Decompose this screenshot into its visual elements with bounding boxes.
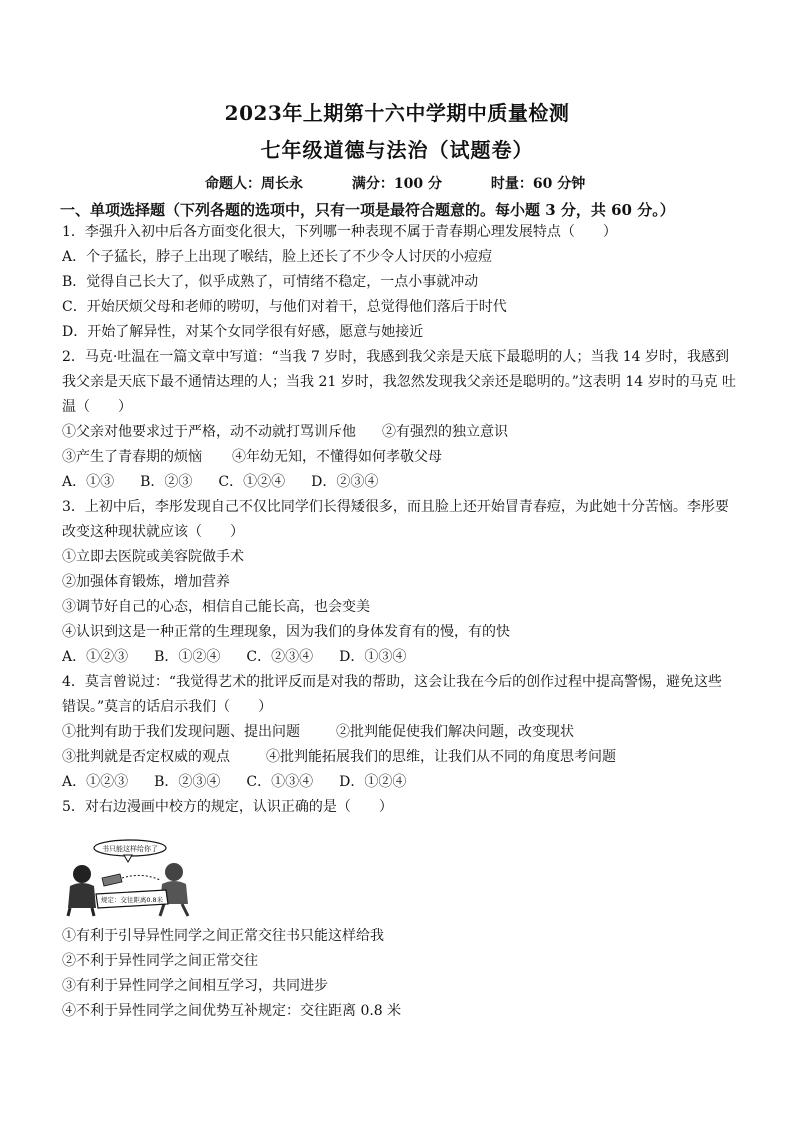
q1-option-a: A．个子猛长，脖子上出现了喉结，脸上还长了不少令人讨厌的小痘痘	[62, 249, 493, 265]
cartoon-book	[102, 874, 122, 886]
q2-statement-4: ④年幼无知，不懂得如何孝敬父母	[232, 449, 442, 465]
exam-subtitle: 七年级道德与法治（试题卷）	[260, 138, 534, 162]
q3-stem-line2: 改变这种现状就应该（ ）	[62, 524, 244, 540]
q2-statement-3: ③产生了青春期的烦恼	[62, 449, 202, 465]
cartoon-boy-legs	[160, 904, 188, 916]
q2-option-d: D．②③④	[311, 474, 379, 490]
q2-option-c: C．①②④	[218, 474, 286, 490]
q5-statement-1: ①有利于引导异性同学之间正常交往书只能这样给我	[62, 928, 384, 944]
cartoon-girl-head	[73, 865, 91, 883]
q2-stem-line2: 我父亲是天底下最不通情达理的人；当我 21 岁时，我忽然发现我父亲还是聪明的。”这表明 14 岁时的马克 吐	[62, 374, 737, 390]
q3-statement-4: ④认识到这是一种正常的生理现象，因为我们的身体发育有的慢，有的快	[62, 624, 510, 640]
q4-option-d: D．①②④	[339, 774, 407, 790]
q1-stem: 1．李强升入初中后各方面变化很大，下列哪一种表现不属于青春期心理发展特点（ ）	[62, 224, 617, 240]
q2-option-b: B．②③	[140, 474, 193, 490]
q3-statement-3: ③调节好自己的心态，相信自己能长高，也会变美	[62, 599, 370, 615]
q5-statement-2: ②不利于异性同学之间正常交往	[62, 953, 258, 969]
q4-statements-row1	[62, 722, 574, 742]
cartoon-girl-body	[68, 883, 96, 908]
q4-statement-4: ④批判能拓展我们的思维，让我们从不同的角度思考问题	[266, 749, 616, 765]
q3-option-d: D．①③④	[339, 649, 407, 665]
q3-stem-line1: 3．上初中后，李彤发现自己不仅比同学们长得矮很多，而且脸上还开始冒青春痘，为此她十分苦恼。李彤要	[62, 499, 729, 515]
q2-statements-row2	[62, 447, 442, 467]
q3-option-a: A．①②③	[62, 649, 129, 665]
score-label: 满分：100 分	[351, 176, 442, 192]
q2-statements-row1	[62, 422, 508, 442]
q4-option-b: B．②③④	[154, 774, 221, 790]
q2-options	[62, 472, 404, 492]
q4-option-c: C．①③④	[246, 774, 314, 790]
q2-statement-2: ②有强烈的独立意识	[382, 424, 508, 440]
exam-meta	[205, 173, 629, 193]
q4-statement-3: ③批判就是否定权威的观点	[62, 749, 230, 765]
q1-option-b: B．觉得自己长大了，似乎成熟了，可情绪不稳定，一点小事就冲动	[62, 274, 479, 290]
q3-statement-1: ①立即去医院或美容院做手术	[62, 549, 244, 565]
q4-statement-1: ①批判有助于我们发现问题、提出问题	[62, 724, 300, 740]
q4-statement-2: ②批判能促使我们解决问题，改变现状	[336, 724, 574, 740]
q4-options	[62, 772, 432, 792]
exam-title: 2023年上期第十六中学期中质量检测	[224, 101, 570, 125]
q3-options	[62, 647, 432, 667]
q4-statements-row2	[62, 747, 616, 767]
q5-stem: 5．对右边漫画中校方的规定，认识正确的是（ ）	[62, 799, 393, 815]
cartoon-image	[62, 838, 194, 918]
author-label: 命题人：周长永	[205, 176, 303, 192]
q2-option-a: A．①③	[62, 474, 115, 490]
q5-statement-4: ④不利于异性同学之间优势互补规定：交往距离 0.8 米	[62, 1003, 402, 1019]
q3-statement-2: ②加强体育锻炼，增加营养	[62, 574, 230, 590]
q2-stem-line3: 温（ ）	[62, 399, 132, 415]
q4-stem-line1: 4．莫言曾说过：“我觉得艺术的批评反而是对我的帮助，这会让我在今后的创作过程中提高警惕，避免这些	[62, 674, 723, 690]
cartoon-girl-legs	[68, 908, 94, 916]
q4-option-a: A．①②③	[62, 774, 129, 790]
q5-statement-3: ③有利于异性同学之间相互学习，共同进步	[62, 978, 328, 994]
cartoon-sign-text: 规定：交往距离0.8米	[100, 896, 164, 904]
q1-option-c: C．开始厌烦父母和老师的唠叨，与他们对着干，总觉得他们落后于时代	[62, 299, 507, 315]
cartoon-throw-line	[122, 875, 160, 880]
q2-stem-line1: 2．马克·吐温在一篇文章中写道：“当我 7 岁时，我感到我父亲是天底下最聪明的人；当我 14 岁时，我感到	[62, 349, 730, 365]
cartoon-bubble-tail	[124, 855, 132, 862]
cartoon-bubble-text: 书只能这样给你了	[102, 845, 158, 853]
q2-statement-1: ①父亲对他要求过于严格，动不动就打骂训斥他	[62, 424, 356, 440]
section-heading: 一、单项选择题（下列各题的选项中，只有一项是最符合题意的。每小题 3 分，共 60 分。）	[60, 201, 675, 219]
cartoon-boy-head	[165, 863, 183, 881]
q3-option-c: C．②③④	[246, 649, 314, 665]
q4-stem-line2: 错误。”莫言的话启示我们（ ）	[62, 699, 273, 715]
q3-option-b: B．①②④	[154, 649, 221, 665]
q1-option-d: D．开始了解异性，对某个女同学很有好感，愿意与她接近	[62, 324, 424, 340]
time-label: 时量：60 分钟	[490, 176, 586, 192]
